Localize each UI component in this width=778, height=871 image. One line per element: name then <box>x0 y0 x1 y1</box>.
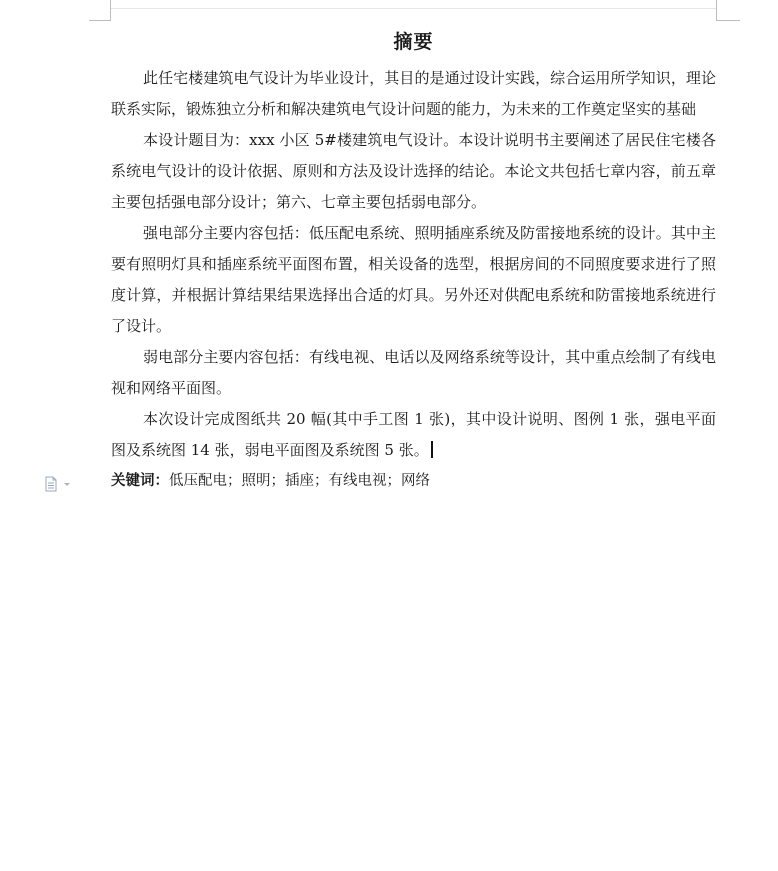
keywords-text[interactable]: 低压配电；照明；插座；有线电视；网络 <box>169 473 430 489</box>
document-options-icon[interactable] <box>44 476 74 492</box>
paragraph-drawings-text[interactable]: 本次设计完成图纸共 20 幅(其中手工图 1 张)，其中设计说明、图例 1 张，强电平面图及系统图 14 张，弱电平面图及系统图 5 张。 <box>111 410 716 459</box>
paragraph-purpose[interactable]: 此任宅楼建筑电气设计为毕业设计，其目的是通过设计实践，综合运用所学知识，理论联系实际，锻炼独立分析和解决建筑电气设计问题的能力，为未来的工作奠定坚实的基础 <box>111 69 716 118</box>
text-cursor <box>431 441 433 458</box>
page-corner-mark-left-horizontal <box>89 20 111 21</box>
page-corner-mark-right-horizontal <box>716 20 740 21</box>
page-corner-mark-right <box>716 0 717 21</box>
paragraph-weak-current[interactable]: 弱电部分主要内容包括：有线电视、电话以及网络系统等设计，其中重点绘制了有线电视和网络平面图。 <box>111 348 716 397</box>
keywords-label: 关键词： <box>111 473 169 489</box>
paragraph-topic[interactable]: 本设计题目为：xxx 小区 5#楼建筑电气设计。本设计说明书主要阐述了居民住宅楼各系统电气设计的设计依据、原则和方法及设计选择的结论。本论文共包括七章内容，前五章主要包括强电部分设计；第六、七章主要包括弱电部分。 <box>111 131 716 211</box>
paragraph-strong-current[interactable]: 强电部分主要内容包括：低压配电系统、照明插座系统及防雷接地系统的设计。其中主要有照明灯具和插座系统平面图布置，相关设备的选型，根据房间的不同照度要求进行了照度计算，并根据计算结果结果选择出合适的灯具。另外还对供配电系统和防雷接地系统进行了设计。 <box>111 224 716 335</box>
document-body[interactable] <box>111 63 716 497</box>
page-header-line <box>111 8 716 9</box>
page-corner-mark-left <box>110 0 111 21</box>
keywords-line[interactable] <box>111 466 716 497</box>
document-title[interactable]: 摘要 <box>393 31 434 53</box>
paragraph-drawings[interactable] <box>111 404 716 466</box>
